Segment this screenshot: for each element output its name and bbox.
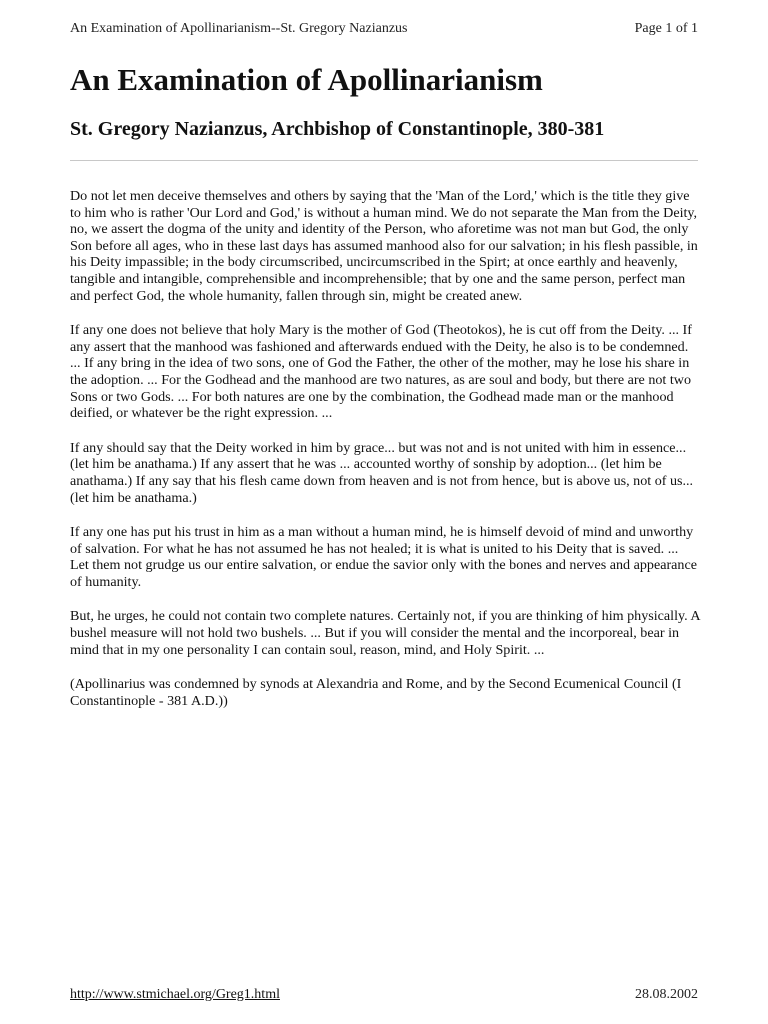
footer-date: 28.08.2002 [635, 987, 698, 1002]
paragraph-4: If any one has put his trust in him as a man without a human mind, he is himself devoid of mind and unworthy of salvation. For what he has not assumed he has not healed; it is what is united to his Deity that is saved. ... Let them not grudge us our entire salvation, or endue the savior only with the bones and nerves and appearance of humanity. [70, 524, 697, 590]
footer-source-link[interactable]: http://www.stmichael.org/Greg1.html [70, 987, 280, 1002]
paragraph-5: But, he urges, he could not contain two complete natures. Certainly not, if you are thinking of him physically. A bushel measure will not hold two bushels. ... But if you will consider the mental and the incorporeal, bear in mind that in my one personality I can contain soul, reason, mind, and Holy Spirit. ... [70, 608, 700, 658]
paragraph-2: If any one does not believe that holy Mary is the mother of God (Theotokos), he is cut off from the Deity. ... If any assert that the manhood was fashioned and afterwards endued with the Deity, he also is to be condemned. ... If any bring in the idea of two sons, one of God the Father, the other of the mother, may he lose his share in the adoption. ... For the Godhead and the manhood are two natures, as are soul and body, but there are not two Sons or two Gods. ... For both natures are one by the combination, the Godhead made man or the manhood deified, or whatever be the right expression. ... [70, 322, 692, 422]
page-title: An Examination of Apollinarianism [70, 62, 543, 97]
title-divider [70, 160, 698, 161]
header-page-indicator: Page 1 of 1 [634, 21, 698, 36]
paragraph-6: (Apollinarius was condemned by synods at Alexandria and Rome, and by the Second Ecumenical Council (I Constantinople - 381 A.D.)) [70, 676, 682, 709]
page-footer [70, 986, 698, 1003]
header-doc-title: An Examination of Apollinarianism--St. Gregory Nazianzus [70, 21, 408, 36]
paragraph-3: If any should say that the Deity worked in him by grace... but was not and is not united with him in essence...(let him be anathama.) If any assert that he was ... accounted worthy of sonship by adoption... (let him be anathama.) If any say that his flesh came down from heaven and is not from hence, but is above us, not of us... (let him be anathama.) [70, 439, 694, 506]
paragraph-1: Do not let men deceive themselves and others by saying that the 'Man of the Lord,' which is the title they give to him who is rather 'Our Lord and God,' is without a human mind. We do not separate the Man from the Deity, no, we assert the dogma of the unity and identity of the Person, who aforetime was not man but God, the only Son before all ages, who in these last days has assumed manhood also for our salvation; in his flesh passible, in his Deity impassible; in the body circumscribed, uncircumscribed in the Spirt; at once earthly and heavenly, tangible and intangible, comprehensible and incomprehensible; that by one and the same person, perfect man and perfect God, the whole humanity, fallen through sin, might be created anew. [70, 188, 698, 304]
article-body [70, 188, 700, 727]
page-header [70, 20, 698, 37]
page-subtitle: St. Gregory Nazianzus, Archbishop of Constantinople, 380-381 [70, 118, 605, 140]
